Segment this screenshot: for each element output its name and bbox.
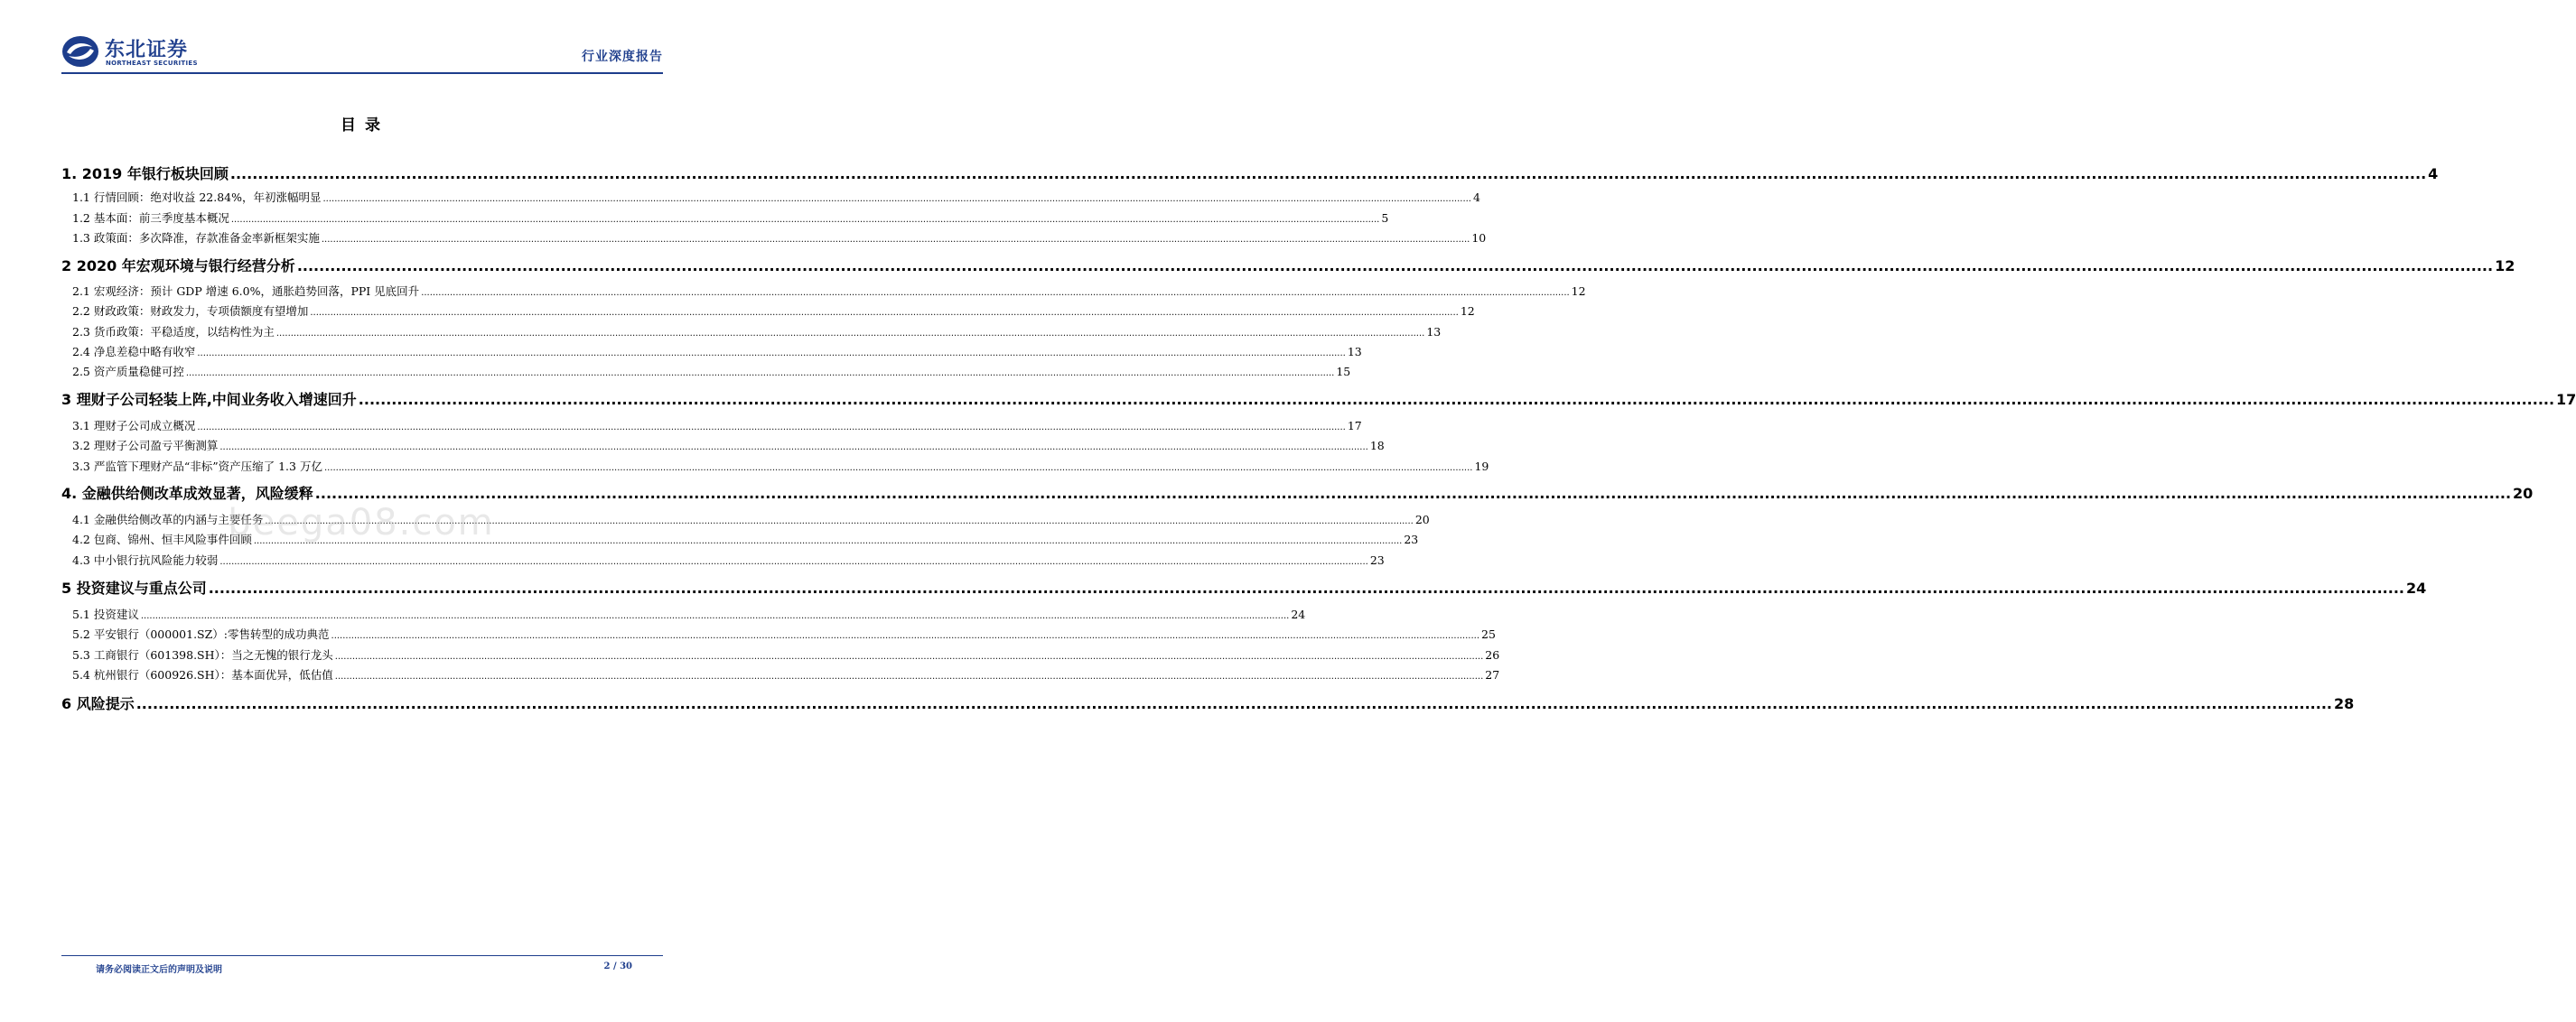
toc-leader-dots: ................................................................................................................................................................................................................................................................................................................................................................................................................ <box>322 194 1471 204</box>
toc-entry-page: 4 <box>2428 165 2439 182</box>
toc-section-entry[interactable] <box>61 163 2439 183</box>
toc-leader-dots: ................................................................................................................................................................................................................................................................................................................................................................................................................ <box>310 308 1459 318</box>
toc-subsection-entry[interactable] <box>72 606 1306 622</box>
toc-leader-dots: ................................................................................................................................................................................................................................................................................................................................................................................................................ <box>197 423 1346 432</box>
toc-subsection-entry[interactable] <box>72 283 1586 299</box>
page-header <box>61 25 663 72</box>
page-number: 2 / 30 <box>603 962 632 971</box>
toc-entry-page: 19 <box>1474 460 1489 473</box>
toc-entry-page: 12 <box>2495 257 2515 274</box>
toc-leader-dots: ................................................................................................................................................................................................................................................................................................................................................................................................................ <box>275 329 1425 339</box>
toc-leader-dots: ................................................................................................................................................................................................................................................................................................................................................................................................................ <box>421 288 1570 298</box>
toc-leader-dots: ................................................................................................................................................................................................................................................................................................................................................................................................................ <box>334 672 1484 682</box>
toc-subsection-entry[interactable] <box>72 302 1475 319</box>
toc-entry-page: 17 <box>1347 419 1362 432</box>
toc-leader-dots: ................................................................................................................................................................................................................................................................................................................................................................................................................ <box>135 695 2332 712</box>
toc-entry-page: 17 <box>2556 391 2576 408</box>
toc-leader-dots: ................................................................................................................................................................................................................................................................................................................................................................................................................ <box>265 516 1414 526</box>
toc-entry-label: 4.2 包商、锦州、恒丰风险事件回顾 <box>72 533 252 546</box>
toc-entry-label: 3.3 严监管下理财产品“非标”资产压缩了 1.3 万亿 <box>72 460 322 473</box>
toc-entry-label: 5.2 平安银行（000001.SZ）:零售转型的成功典范 <box>72 627 330 641</box>
toc-entry-label: 2 2020 年宏观环境与银行经营分析 <box>61 257 295 274</box>
toc-leader-dots: ................................................................................................................................................................................................................................................................................................................................................................................................................ <box>208 580 2404 597</box>
toc-entry-page: 13 <box>1347 345 1362 358</box>
footer-disclaimer: 请务必阅读正文后的声明及说明 <box>96 965 222 975</box>
toc-entry-label: 2.5 资产质量稳健可控 <box>72 365 184 378</box>
toc-entry-label: 5 投资建议与重点公司 <box>61 580 207 597</box>
toc-leader-dots: ................................................................................................................................................................................................................................................................................................................................................................................................................ <box>219 442 1368 452</box>
toc-entry-label: 4. 金融供给侧改革成效显著，风险缓释 <box>61 485 313 502</box>
toc-subsection-entry[interactable] <box>72 626 1496 642</box>
toc-entry-page: 5 <box>1381 211 1389 225</box>
toc-entry-label: 3 理财子公司轻装上阵,中间业务收入增速回升 <box>61 391 357 408</box>
toc-subsection-entry[interactable] <box>72 437 1385 453</box>
toc-entry-page: 10 <box>1471 231 1487 245</box>
footer-divider <box>61 955 663 956</box>
toc-subsection-entry[interactable] <box>72 229 1487 246</box>
toc-leader-dots: ................................................................................................................................................................................................................................................................................................................................................................................................................ <box>321 235 1470 245</box>
toc-entry-page: 20 <box>2513 485 2534 502</box>
toc-leader-dots: ................................................................................................................................................................................................................................................................................................................................................................................................................ <box>219 557 1368 567</box>
toc-entry-label: 2.3 货币政策：平稳适度，以结构性为主 <box>72 325 275 339</box>
toc-entry-page: 12 <box>1460 304 1475 318</box>
toc-entry-page: 26 <box>1485 648 1500 662</box>
toc-subsection-entry[interactable] <box>72 209 1389 226</box>
toc-entry-label: 1.3 政策面：多次降准，存款准备金率新框架实施 <box>72 231 320 245</box>
header-divider <box>61 72 663 74</box>
toc-leader-dots: ................................................................................................................................................................................................................................................................................................................................................................................................................ <box>185 368 1335 378</box>
toc-subsection-entry[interactable] <box>72 646 1500 663</box>
toc-entry-page: 28 <box>2333 695 2355 712</box>
toc-subsection-entry[interactable] <box>72 323 1442 339</box>
toc-leader-dots: ................................................................................................................................................................................................................................................................................................................................................................................................................ <box>331 631 1479 641</box>
toc-entry-page: 15 <box>1336 365 1351 378</box>
toc-entry-label: 1. 2019 年银行板块回顾 <box>61 165 229 182</box>
toc-entry-page: 27 <box>1485 668 1500 682</box>
toc-entry-page: 18 <box>1369 439 1385 452</box>
logo-english-name: NORTHEAST SECURITIES <box>106 60 198 67</box>
toc-entry-label: 5.3 工商银行（601398.SH）：当之无愧的银行龙头 <box>72 648 333 662</box>
toc-entry-page: 4 <box>1472 190 1480 204</box>
toc-entry-page: 23 <box>1404 533 1419 546</box>
toc-entry-page: 24 <box>2405 580 2427 597</box>
toc-entry-label: 1.2 基本面：前三季度基本概况 <box>72 211 229 225</box>
toc-subsection-entry[interactable] <box>72 363 1351 379</box>
toc-entry-label: 4.3 中小银行抗风险能力较弱 <box>72 553 219 567</box>
toc-section-entry[interactable] <box>61 482 2534 503</box>
toc-leader-dots: ................................................................................................................................................................................................................................................................................................................................................................................................................ <box>358 391 2555 408</box>
toc-entry-label: 3.2 理财子公司盈亏平衡测算 <box>72 439 219 452</box>
toc-entry-page: 25 <box>1481 627 1496 641</box>
toc-leader-dots: ................................................................................................................................................................................................................................................................................................................................................................................................................ <box>314 485 2512 502</box>
toc-entry-label: 2.4 净息差稳中略有收窄 <box>72 345 196 358</box>
watermark: beega08.com <box>228 502 495 544</box>
toc-leader-dots: ................................................................................................................................................................................................................................................................................................................................................................................................................ <box>229 165 2427 182</box>
toc-subsection-entry[interactable] <box>72 417 1362 433</box>
toc-subsection-entry[interactable] <box>72 458 1489 474</box>
toc-entry-page: 12 <box>1571 284 1586 298</box>
toc-leader-dots: ................................................................................................................................................................................................................................................................................................................................................................................................................ <box>323 463 1473 473</box>
report-type-label: 行业深度报告 <box>582 50 663 64</box>
toc-leader-dots: ................................................................................................................................................................................................................................................................................................................................................................................................................ <box>253 536 1403 546</box>
toc-leader-dots: ................................................................................................................................................................................................................................................................................................................................................................................................................ <box>140 611 1290 621</box>
toc-entry-page: 20 <box>1414 513 1430 526</box>
toc-subsection-entry[interactable] <box>72 552 1385 568</box>
toc-entry-label: 5.1 投资建议 <box>72 608 139 621</box>
toc-leader-dots: ................................................................................................................................................................................................................................................................................................................................................................................................................ <box>296 257 2494 274</box>
toc-entry-page: 13 <box>1426 325 1442 339</box>
toc-entry-label: 5.4 杭州银行（600926.SH）：基本面优异，低估值 <box>72 668 333 682</box>
toc-entry-page: 23 <box>1369 553 1385 567</box>
toc-title: 目 录 <box>341 116 382 135</box>
northeast-securities-logo-icon <box>61 34 99 69</box>
logo-chinese-name: 东北证券 <box>105 39 189 61</box>
toc-section-entry[interactable] <box>61 388 2576 409</box>
toc-subsection-entry[interactable] <box>72 343 1362 359</box>
toc-leader-dots: ................................................................................................................................................................................................................................................................................................................................................................................................................ <box>197 348 1346 358</box>
toc-section-entry[interactable] <box>61 692 2355 713</box>
toc-entry-label: 4.1 金融供给侧改革的内涵与主要任务 <box>72 513 264 526</box>
toc-entry-label: 2.2 财政政策：财政发力，专项债额度有望增加 <box>72 304 309 318</box>
toc-section-entry[interactable] <box>61 577 2427 598</box>
toc-section-entry[interactable] <box>61 255 2515 275</box>
toc-entry-page: 24 <box>1291 608 1306 621</box>
toc-leader-dots: ................................................................................................................................................................................................................................................................................................................................................................................................................ <box>334 652 1484 662</box>
toc-entry-label: 3.1 理财子公司成立概况 <box>72 419 196 432</box>
toc-leader-dots: ................................................................................................................................................................................................................................................................................................................................................................................................................ <box>230 215 1380 225</box>
toc-entry-label: 1.1 行情回顾：绝对收益 22.84%，年初涨幅明显 <box>72 190 322 204</box>
toc-subsection-entry[interactable] <box>72 666 1500 683</box>
toc-entry-label: 6 风险提示 <box>61 695 135 712</box>
toc-entry-label: 2.1 宏观经济：预计 GDP 增速 6.0%，通胀趋势回落，PPI 见底回升 <box>72 284 420 298</box>
toc-subsection-entry[interactable] <box>72 189 1480 205</box>
